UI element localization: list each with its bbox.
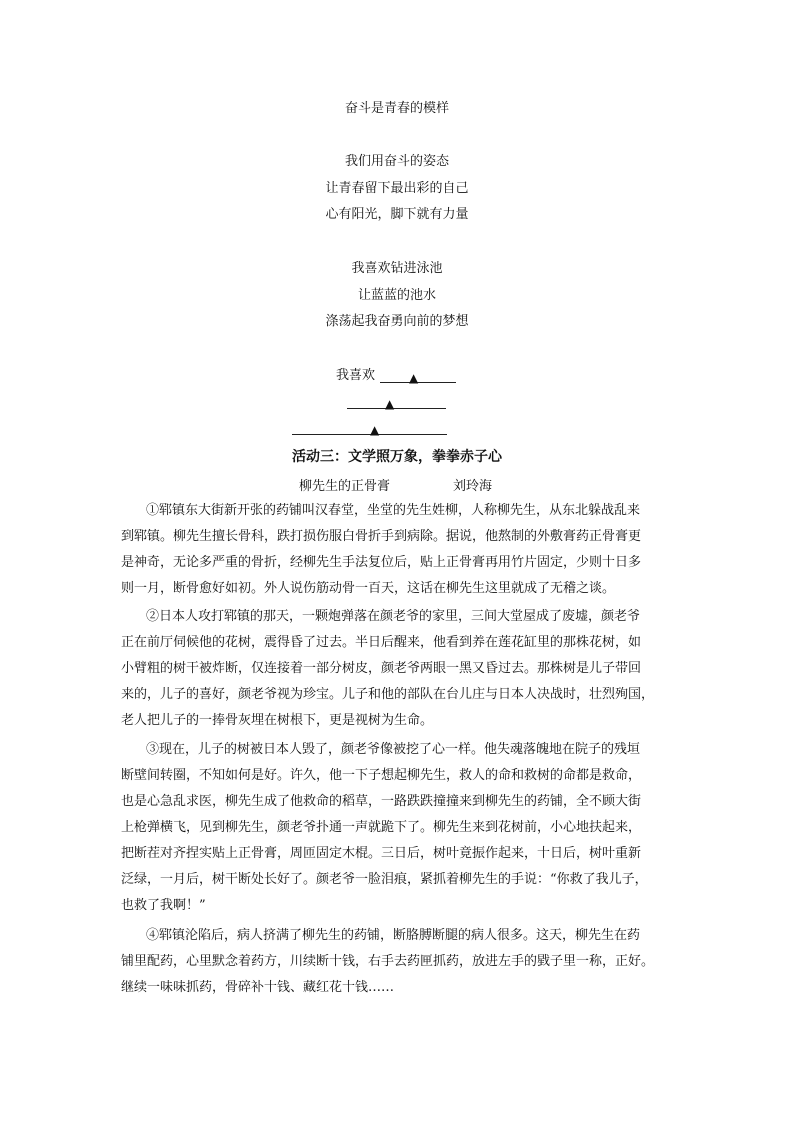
paragraph-line: 把断茬对齐捏实贴上正骨膏，周匝固定木棍。三日后，树叶竟振作起来，十日后，树叶重新 (121, 846, 642, 861)
poem-line: 让蓝蓝的池水 (357, 288, 436, 303)
poem-line: 我们用奋斗的姿态 (344, 154, 449, 169)
paragraph-line: 泛绿，一月后，树干断处长好了。颜老爷一脸泪痕，紧抓着柳先生的手说：“你救了我儿子， (121, 872, 648, 887)
poem-line: 我喜欢钻进泳池 (351, 261, 443, 276)
poem-line: 涤荡起我奋勇向前的梦想 (325, 314, 469, 329)
blank-marker-icon: ▲ (385, 397, 395, 411)
paragraph-line: 老人把儿子的一捧骨灰埋在树根下，更是视树为生命。 (121, 713, 434, 728)
paragraph-line: ②日本人攻打郓镇的那天，一颗炮弹落在颜老爷的家里，三间大堂屋成了废墟，颜老爷 (146, 609, 641, 624)
paragraph-line: 是神奇，无论多严重的骨折，经柳先生手法复位后，贴上正骨膏再用竹片固定，少则十日多 (121, 555, 642, 570)
paragraph-line: 到郓镇。柳先生擅长骨科，跌打损伤服白骨折手到病除。据说，他熬制的外敷膏药正骨膏更 (121, 529, 642, 544)
blank-marker-icon: ▲ (370, 423, 380, 437)
story-title: 柳先生的正骨膏 (299, 479, 391, 494)
poem-blank-prefix: 我喜欢 (336, 368, 376, 383)
paragraph-line: 也是心急乱求医，柳先生成了他救命的稻草，一路跌跌撞撞来到柳先生的药铺，全不顾大街 (121, 794, 642, 809)
paragraph-line: 小臂粗的树干被炸断，仅连接着一部分树皮，颜老爷两眼一黑又昏过去。那株树是儿子带回 (121, 661, 642, 676)
paragraph-line: 上枪弹横飞，见到柳先生，颜老爷扑通一声就跪下了。柳先生来到花树前，小心地扶起来， (121, 820, 642, 835)
activity-heading: 活动三：文学照万象，拳拳赤子心 (292, 449, 502, 465)
paragraph-line: 铺里配药，心里默念着药方，川续断十钱，右手去药匣抓药，放进左手的戥子里一称，正好。 (121, 954, 655, 969)
poem-line: 心有阳光，脚下就有力量 (325, 207, 469, 222)
paragraph-line: 正在前厅伺候他的花树，震得昏了过去。半日后醒来，他看到养在莲花缸里的那株花树，如 (121, 635, 642, 650)
paragraph-line: ③现在，儿子的树被日本人毁了，颜老爷像被挖了心一样。他失魂落魄地在院子的残垣 (146, 742, 641, 757)
paragraph-line: 继续一味味抓药，骨碎补十钱、藏红花十钱…… (121, 980, 395, 995)
story-author: 刘玲海 (453, 479, 493, 494)
paragraph-line: 断壁间转圈，不知如何是好。许久，他一下子想起柳先生，救人的命和救树的命都是救命， (121, 768, 642, 783)
answer-blank-2[interactable] (347, 395, 446, 409)
paragraph-line: ④郓镇沦陷后，病人挤满了柳先生的药铺，断胳膊断腿的病人很多。这天，柳先生在药 (146, 928, 641, 943)
paragraph-line: 来的，儿子的喜好，颜老爷视为珍宝。儿子和他的部队在台儿庄与日本人决战时，壮烈殉国， (121, 687, 655, 702)
blank-marker-icon: ▲ (409, 371, 419, 385)
answer-blank-3[interactable] (292, 421, 447, 435)
answer-blank-1[interactable] (380, 369, 456, 383)
poem-line: 让青春留下最出彩的自己 (325, 181, 469, 196)
poem-title: 奋斗是青春的模样 (344, 101, 449, 116)
paragraph-line: ①郓镇东大街新开张的药铺叫汉春堂，坐堂的先生姓柳，人称柳先生，从东北躲战乱来 (146, 503, 641, 518)
paragraph-line: 也救了我啊！” (121, 898, 206, 913)
paragraph-line: 则一月，断骨愈好如初。外人说伤筋动骨一百天，这话在柳先生这里就成了无稽之谈。 (121, 581, 616, 596)
